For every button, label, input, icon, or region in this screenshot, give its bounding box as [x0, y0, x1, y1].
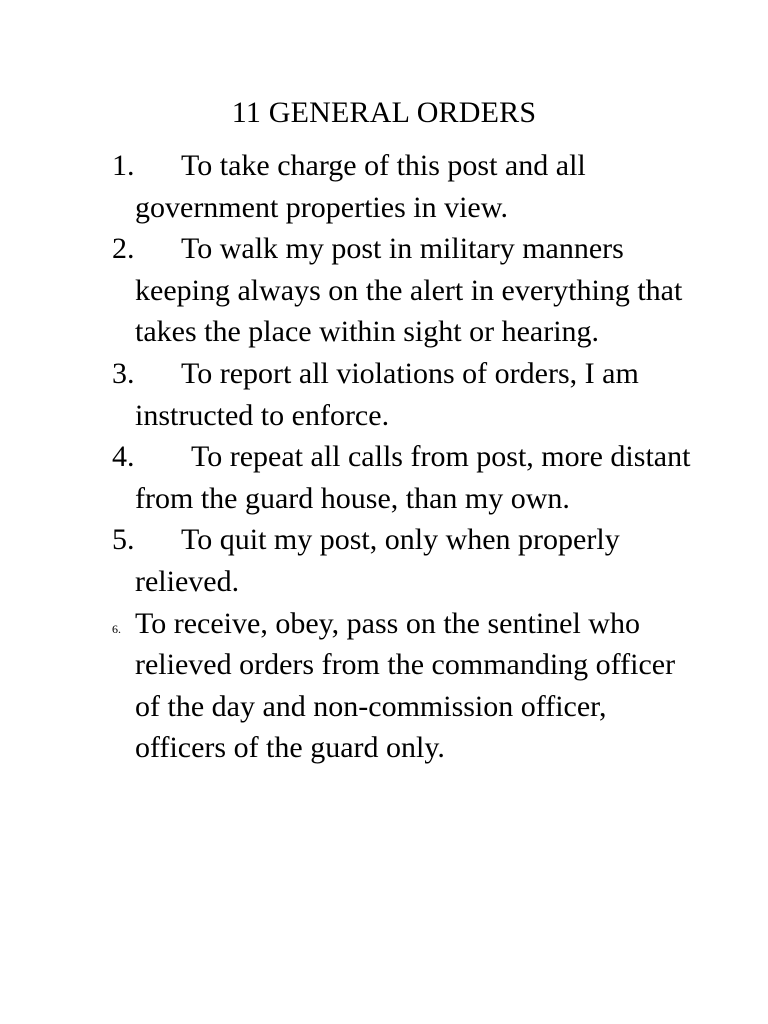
order-number: 3.	[112, 356, 135, 390]
list-item	[0, 353, 768, 436]
order-number: 5.	[112, 523, 135, 557]
document-title: 11 GENERAL ORDERS	[231, 96, 537, 129]
list-item	[0, 145, 768, 228]
order-number: 6.	[112, 621, 121, 636]
list-item	[0, 228, 768, 353]
order-number: 4.	[112, 440, 135, 474]
list-item	[0, 603, 768, 769]
order-text: To walk my post in military manners keeping always on the alert in everything that takes the place within sight or hearing.	[135, 232, 683, 349]
order-text: To quit my post, only when properly relieved.	[135, 523, 620, 598]
order-number: 1.	[112, 149, 135, 182]
order-text: To take charge of this post and all government properties in view.	[135, 149, 586, 224]
list-item	[0, 519, 768, 602]
list-item	[0, 436, 768, 519]
order-number: 2.	[112, 232, 135, 266]
order-text: To report all violations of orders, I am instructed to enforce.	[135, 356, 639, 432]
order-text: To receive, obey, pass on the sentinel who relieved orders from the commanding officer of the day and non-commission officer, officers of the guard only.	[135, 606, 676, 765]
general-orders-list	[0, 145, 768, 769]
order-text: To repeat all calls from post, more distant from the guard house, than my own.	[135, 440, 691, 515]
